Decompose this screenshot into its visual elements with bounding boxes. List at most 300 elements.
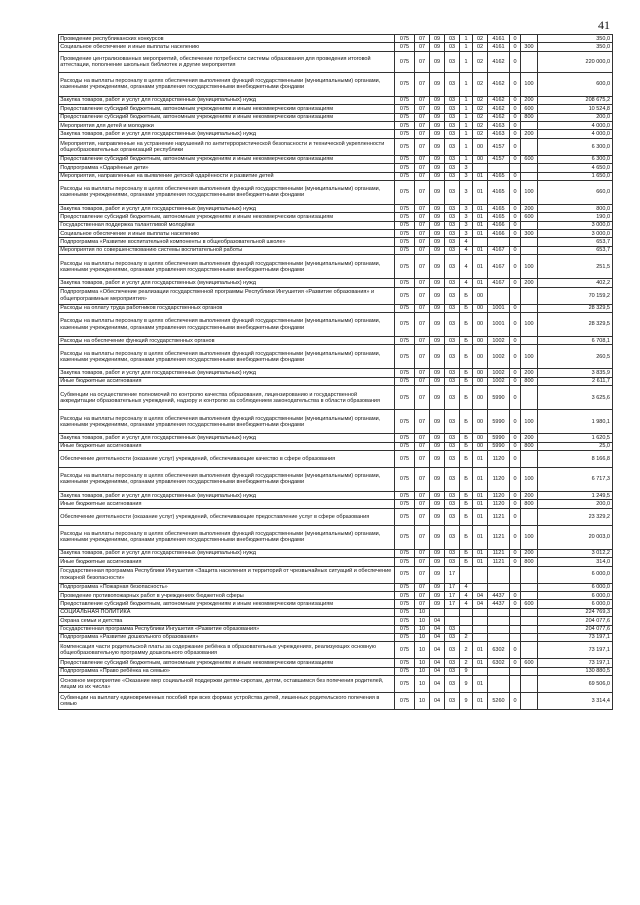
row-code: 00 [473,377,488,385]
row-code: 02 [473,121,488,129]
row-code: 3 [460,213,473,221]
row-code: 075 [395,617,415,625]
row-name: Мероприятия, направленные на устранение нарушений по антитеррористической безопасности и технической укрепленности общеобразовательных организаций республики [59,138,395,155]
row-code: 075 [395,180,415,204]
row-code: 075 [395,410,415,434]
row-code: 0 [510,313,521,337]
row-code: 03 [445,155,460,163]
row-code: 00 [473,345,488,369]
row-code: 07 [415,121,430,129]
row-code: 075 [395,558,415,566]
row-code [521,246,538,254]
row-code: 01 [473,500,488,508]
row-code: 075 [395,450,415,467]
row-code [521,508,538,525]
row-code: 09 [430,442,445,450]
row-name: Предоставление субсидий бюджетным, автономным учреждениям и иным некоммерческим организациям [59,659,395,667]
row-code: 1002 [488,337,510,345]
table-row [59,204,613,212]
budget-table-body [59,35,613,710]
row-amount: 208 675,2 [538,96,613,104]
row-code: 0 [510,121,521,129]
row-name: Расходы на выплаты персоналу в целях обеспечения выполнения функций государственными (муниципальными) органами, казенными учреждениями, органами управления государственными внебюджетными фондами [59,313,395,337]
row-code: 01 [473,172,488,180]
row-code: 075 [395,500,415,508]
row-code: 4437 [488,591,510,599]
row-amount: 600,0 [538,72,613,96]
table-row [59,608,613,616]
row-code: 07 [415,130,430,138]
row-code: 075 [395,238,415,246]
row-amount: 1 650,0 [538,172,613,180]
row-name: Закупка товаров, работ и услуг для государственных (муниципальных) нужд [59,130,395,138]
row-amount: 200,0 [538,113,613,121]
row-code: 0 [510,549,521,557]
row-code: 03 [445,500,460,508]
row-code: 07 [415,442,430,450]
table-row [59,450,613,467]
row-code: 4163 [488,130,510,138]
row-code: 075 [395,35,415,43]
table-row [59,693,613,710]
row-code: 03 [445,279,460,287]
row-code: 07 [415,180,430,204]
row-code: 5260 [488,693,510,710]
table-row [59,442,613,450]
row-code: 04 [430,625,445,633]
row-name: Расходы на выплаты персоналу в целях обеспечения выполнения функций государственными (муниципальными) органами, казенными учреждениями, органами управления государственными внебюджетными фондами [59,255,395,279]
row-code [521,287,538,304]
row-amount: 3 314,4 [538,693,613,710]
row-code: 075 [395,313,415,337]
row-code: 01 [473,180,488,204]
row-code: 0 [510,230,521,238]
row-name: Предоставление субсидий бюджетным, автономным учреждениям и иным некоммерческим организациям [59,105,395,113]
row-amount: 73 197,1 [538,659,613,667]
row-code [510,566,521,583]
row-code: 0 [510,525,521,549]
row-code: 04 [430,676,445,693]
row-code [521,591,538,599]
row-code: 09 [430,279,445,287]
row-code: 03 [445,633,460,641]
row-code: 0 [510,467,521,491]
table-row [59,172,613,180]
row-code: 01 [473,491,488,499]
row-code: 2 [460,642,473,659]
row-code: 0 [510,558,521,566]
row-code: 07 [415,304,430,312]
row-code: 0 [510,246,521,254]
row-code: 03 [445,213,460,221]
row-code: 00 [473,304,488,312]
row-code [488,667,510,675]
row-code: 1 [460,105,473,113]
row-code: 09 [430,525,445,549]
row-code: 09 [430,180,445,204]
row-code: 09 [430,238,445,246]
row-code: 4163 [488,121,510,129]
row-code: 03 [445,491,460,499]
row-code: 0 [510,255,521,279]
row-code: 1121 [488,508,510,525]
row-code: 9 [460,693,473,710]
row-code: 075 [395,121,415,129]
table-row [59,105,613,113]
row-code: 09 [430,508,445,525]
row-code: 03 [445,667,460,675]
row-code: 1 [460,35,473,43]
row-code: 4162 [488,105,510,113]
row-code: 5990 [488,434,510,442]
row-code [521,676,538,693]
row-code: 07 [415,410,430,434]
row-code: 07 [415,600,430,608]
row-code: 09 [430,287,445,304]
row-code: 09 [430,591,445,599]
row-code [510,617,521,625]
row-code: 09 [430,230,445,238]
row-code: 09 [430,35,445,43]
table-row [59,255,613,279]
row-name: Закупка товаров, работ и услуг для государственных (муниципальных) нужд [59,204,395,212]
row-code: 075 [395,204,415,212]
row-code: Б [460,337,473,345]
row-amount: 3 625,6 [538,386,613,410]
row-code: 07 [415,345,430,369]
table-row [59,337,613,345]
row-code: 01 [473,558,488,566]
row-name: Государственная поддержка талантливой молодёжи [59,221,395,229]
row-code [510,583,521,591]
row-code: 10 [415,608,430,616]
row-name: Обеспечение деятельности (оказание услуг) учреждений, обеспечивающие предоставление услуг в сфере образования [59,508,395,525]
table-row [59,633,613,641]
row-code: 09 [430,304,445,312]
row-code: 1 [460,72,473,96]
row-code: 04 [430,667,445,675]
row-code: 0 [510,369,521,377]
row-code: 03 [445,180,460,204]
row-code: 100 [521,180,538,204]
row-code: 0 [510,304,521,312]
table-row [59,138,613,155]
row-name: Закупка товаров, работ и услуг для государственных (муниципальных) нужд [59,434,395,442]
row-code [430,608,445,616]
row-amount: 20 003,0 [538,525,613,549]
page-number: 41 [598,18,610,32]
row-amount: 23 329,2 [538,508,613,525]
row-amount: 1 620,5 [538,434,613,442]
row-code: 10 [415,676,430,693]
row-code: 00 [473,386,488,410]
row-code: 00 [473,337,488,345]
row-code: 01 [473,525,488,549]
row-code: 03 [445,345,460,369]
row-code: 07 [415,155,430,163]
row-name: Мероприятия по совершенствованию системы воспитательной работы [59,246,395,254]
row-code: 0 [510,279,521,287]
row-code: 03 [445,525,460,549]
row-code: 3 [460,221,473,229]
row-name: Мероприятия, направленные на выявление детской одарённости и развитие детей [59,172,395,180]
row-code: 0 [510,442,521,450]
row-code [510,633,521,641]
row-name: Подпрограмма «Пожарная безопасность» [59,583,395,591]
table-row [59,659,613,667]
row-code: 03 [445,51,460,72]
row-code: 04 [430,693,445,710]
row-code [473,633,488,641]
row-code: 0 [510,213,521,221]
row-code: 1 [460,51,473,72]
row-code: 4162 [488,113,510,121]
row-name: Расходы на выплаты персоналу в целях обеспечения выполнения функций государственными (муниципальными) органами, казенными учреждениями, органами управления государственными внебюджетными фондами [59,410,395,434]
row-code: 0 [510,642,521,659]
row-code: 03 [445,230,460,238]
row-code: 07 [415,246,430,254]
row-code: 07 [415,386,430,410]
budget-table [58,34,613,710]
row-code: 600 [521,105,538,113]
row-code: 07 [415,369,430,377]
row-code: 075 [395,377,415,385]
row-code: 07 [415,43,430,51]
budget-table-wrapper [58,34,612,710]
table-row [59,377,613,385]
row-name: Расходы на выплаты персоналу в целях обеспечения выполнения функций государственными (муниципальными) органами, казенными учреждениями, органами управления государственными внебюджетными фондами [59,72,395,96]
row-code: 02 [473,35,488,43]
row-code: 07 [415,204,430,212]
row-code: 03 [445,238,460,246]
row-code: 0 [510,508,521,525]
row-code: 03 [445,313,460,337]
row-amount: 73 197,1 [538,642,613,659]
row-code: 03 [445,304,460,312]
row-code [521,51,538,72]
row-code: 03 [445,105,460,113]
row-amount: 653,7 [538,238,613,246]
row-code: Б [460,508,473,525]
row-code: 075 [395,491,415,499]
row-amount: 6 000,0 [538,600,613,608]
row-amount: 1 249,5 [538,491,613,499]
row-code: Б [460,500,473,508]
row-code: 4167 [488,255,510,279]
row-code: 07 [415,213,430,221]
row-code: 075 [395,608,415,616]
row-code: 09 [430,566,445,583]
row-code: 0 [510,113,521,121]
row-code: 4165 [488,172,510,180]
row-name: Закупка товаров, работ и услуг для государственных (муниципальных) нужд [59,369,395,377]
row-code: 09 [430,549,445,557]
row-code: 09 [430,377,445,385]
row-name: Предоставление субсидий бюджетным, автономным учреждениям и иным некоммерческим организациям [59,155,395,163]
row-name: Субвенции на выплату единовременных пособий при всех формах устройства детей, лишенных родительского попечения в семью [59,693,395,710]
row-code: 0 [510,659,521,667]
row-code: 075 [395,467,415,491]
row-code: 09 [430,337,445,345]
row-code [473,667,488,675]
row-code: 07 [415,467,430,491]
row-code: 1 [460,121,473,129]
row-amount: 260,5 [538,345,613,369]
row-code: 1120 [488,500,510,508]
row-code: Б [460,525,473,549]
row-code: 0 [510,591,521,599]
row-code: 4161 [488,35,510,43]
table-row [59,386,613,410]
row-amount: 314,0 [538,558,613,566]
row-code: 09 [430,410,445,434]
row-code: 00 [473,287,488,304]
row-code: 100 [521,410,538,434]
row-code [521,625,538,633]
row-code: 07 [415,35,430,43]
row-code: 0 [510,138,521,155]
row-amount: 200,0 [538,500,613,508]
row-code: 02 [473,96,488,104]
table-row [59,279,613,287]
row-code: 075 [395,255,415,279]
row-name: Государственная программа Республики Ингушетия «Защита населения и территорий от чрезвычайных ситуаций и обеспечение пожарной безопасности» [59,566,395,583]
row-amount: 25,0 [538,442,613,450]
row-code: 09 [430,600,445,608]
row-code: 03 [445,96,460,104]
row-code [521,221,538,229]
row-code: 09 [430,255,445,279]
row-code [510,676,521,693]
row-code: 09 [430,213,445,221]
row-code: 5990 [488,386,510,410]
row-code: 075 [395,625,415,633]
row-code [521,386,538,410]
row-code: 09 [430,434,445,442]
row-amount: 130 880,5 [538,667,613,675]
row-code: 4162 [488,72,510,96]
row-code: 01 [473,642,488,659]
table-row [59,238,613,246]
row-name: Закупка товаров, работ и услуг для государственных (муниципальных) нужд [59,96,395,104]
row-name: Подпрограмма «Развитие дошкольного образования» [59,633,395,641]
row-code: 03 [445,386,460,410]
row-code [460,617,473,625]
row-amount: 204 077,6 [538,625,613,633]
row-name: Обеспечение деятельности (оказание услуг) учреждений, обеспечивающие качество в сфере образования [59,450,395,467]
row-code: 4165 [488,180,510,204]
row-code: 07 [415,549,430,557]
row-amount: 800,0 [538,204,613,212]
row-code: 04 [430,659,445,667]
row-code: 03 [445,625,460,633]
row-code: Б [460,410,473,434]
row-code: 09 [430,96,445,104]
row-name: Предоставление субсидий бюджетным, автономным учреждениям и иным некоммерческим организациям [59,600,395,608]
row-code: 075 [395,230,415,238]
row-code: Б [460,377,473,385]
row-code: 02 [473,130,488,138]
row-code: 800 [521,500,538,508]
row-code: 075 [395,600,415,608]
row-code: 075 [395,676,415,693]
row-code: 4162 [488,96,510,104]
row-code: 00 [473,155,488,163]
row-code: 075 [395,566,415,583]
table-row [59,617,613,625]
row-code: 00 [473,410,488,434]
table-row [59,164,613,172]
row-code: 09 [430,113,445,121]
row-amount: 3 012,2 [538,549,613,557]
row-code: 0 [510,72,521,96]
row-code: 09 [430,313,445,337]
row-code [488,238,510,246]
row-code: 800 [521,442,538,450]
table-row [59,600,613,608]
row-code: Б [460,467,473,491]
row-code [521,172,538,180]
row-code: 075 [395,96,415,104]
row-code: 075 [395,525,415,549]
row-name: Проведение республиканских конкурсов [59,35,395,43]
row-code: 0 [510,130,521,138]
row-code [488,583,510,591]
row-code: 07 [415,508,430,525]
row-code: 100 [521,72,538,96]
row-code [510,625,521,633]
row-code: 800 [521,113,538,121]
row-code: 07 [415,491,430,499]
row-code: 1002 [488,377,510,385]
row-code: 17 [445,600,460,608]
row-code: 04 [430,617,445,625]
row-code: 3 [460,172,473,180]
row-amount: 6 300,0 [538,155,613,163]
table-row [59,287,613,304]
row-code: 00 [473,442,488,450]
table-row [59,525,613,549]
row-code: 09 [430,72,445,96]
row-name: Проведение централизованных мероприятий, обеспечение потребности системы образования для проведения итоговой аттестации, пополнение школьных библиотек и другие мероприятия [59,51,395,72]
row-code [488,608,510,616]
row-code: 03 [445,693,460,710]
row-name: Расходы на выплаты персоналу в целях обеспечения выполнения функций государственными (муниципальными) органами, казенными учреждениями, органами управления государственными внебюджетными фондами [59,180,395,204]
row-code [521,617,538,625]
row-code: 200 [521,204,538,212]
row-amount: 660,0 [538,180,613,204]
row-code: 09 [430,221,445,229]
row-code: 17 [445,583,460,591]
row-code [521,667,538,675]
row-code: 01 [473,549,488,557]
row-code: 03 [445,549,460,557]
row-amount: 70 159,2 [538,287,613,304]
row-name: Закупка товаров, работ и услуг для государственных (муниципальных) нужд [59,279,395,287]
row-code: 100 [521,345,538,369]
row-code: 01 [473,659,488,667]
row-code: 1120 [488,467,510,491]
table-row [59,304,613,312]
row-code: 10 [415,667,430,675]
row-code: 5990 [488,410,510,434]
row-code: 1121 [488,525,510,549]
row-name: Иные бюджетные ассигнования [59,377,395,385]
row-amount: 4 000,0 [538,121,613,129]
table-row [59,221,613,229]
row-code [521,337,538,345]
row-code: 1001 [488,313,510,337]
